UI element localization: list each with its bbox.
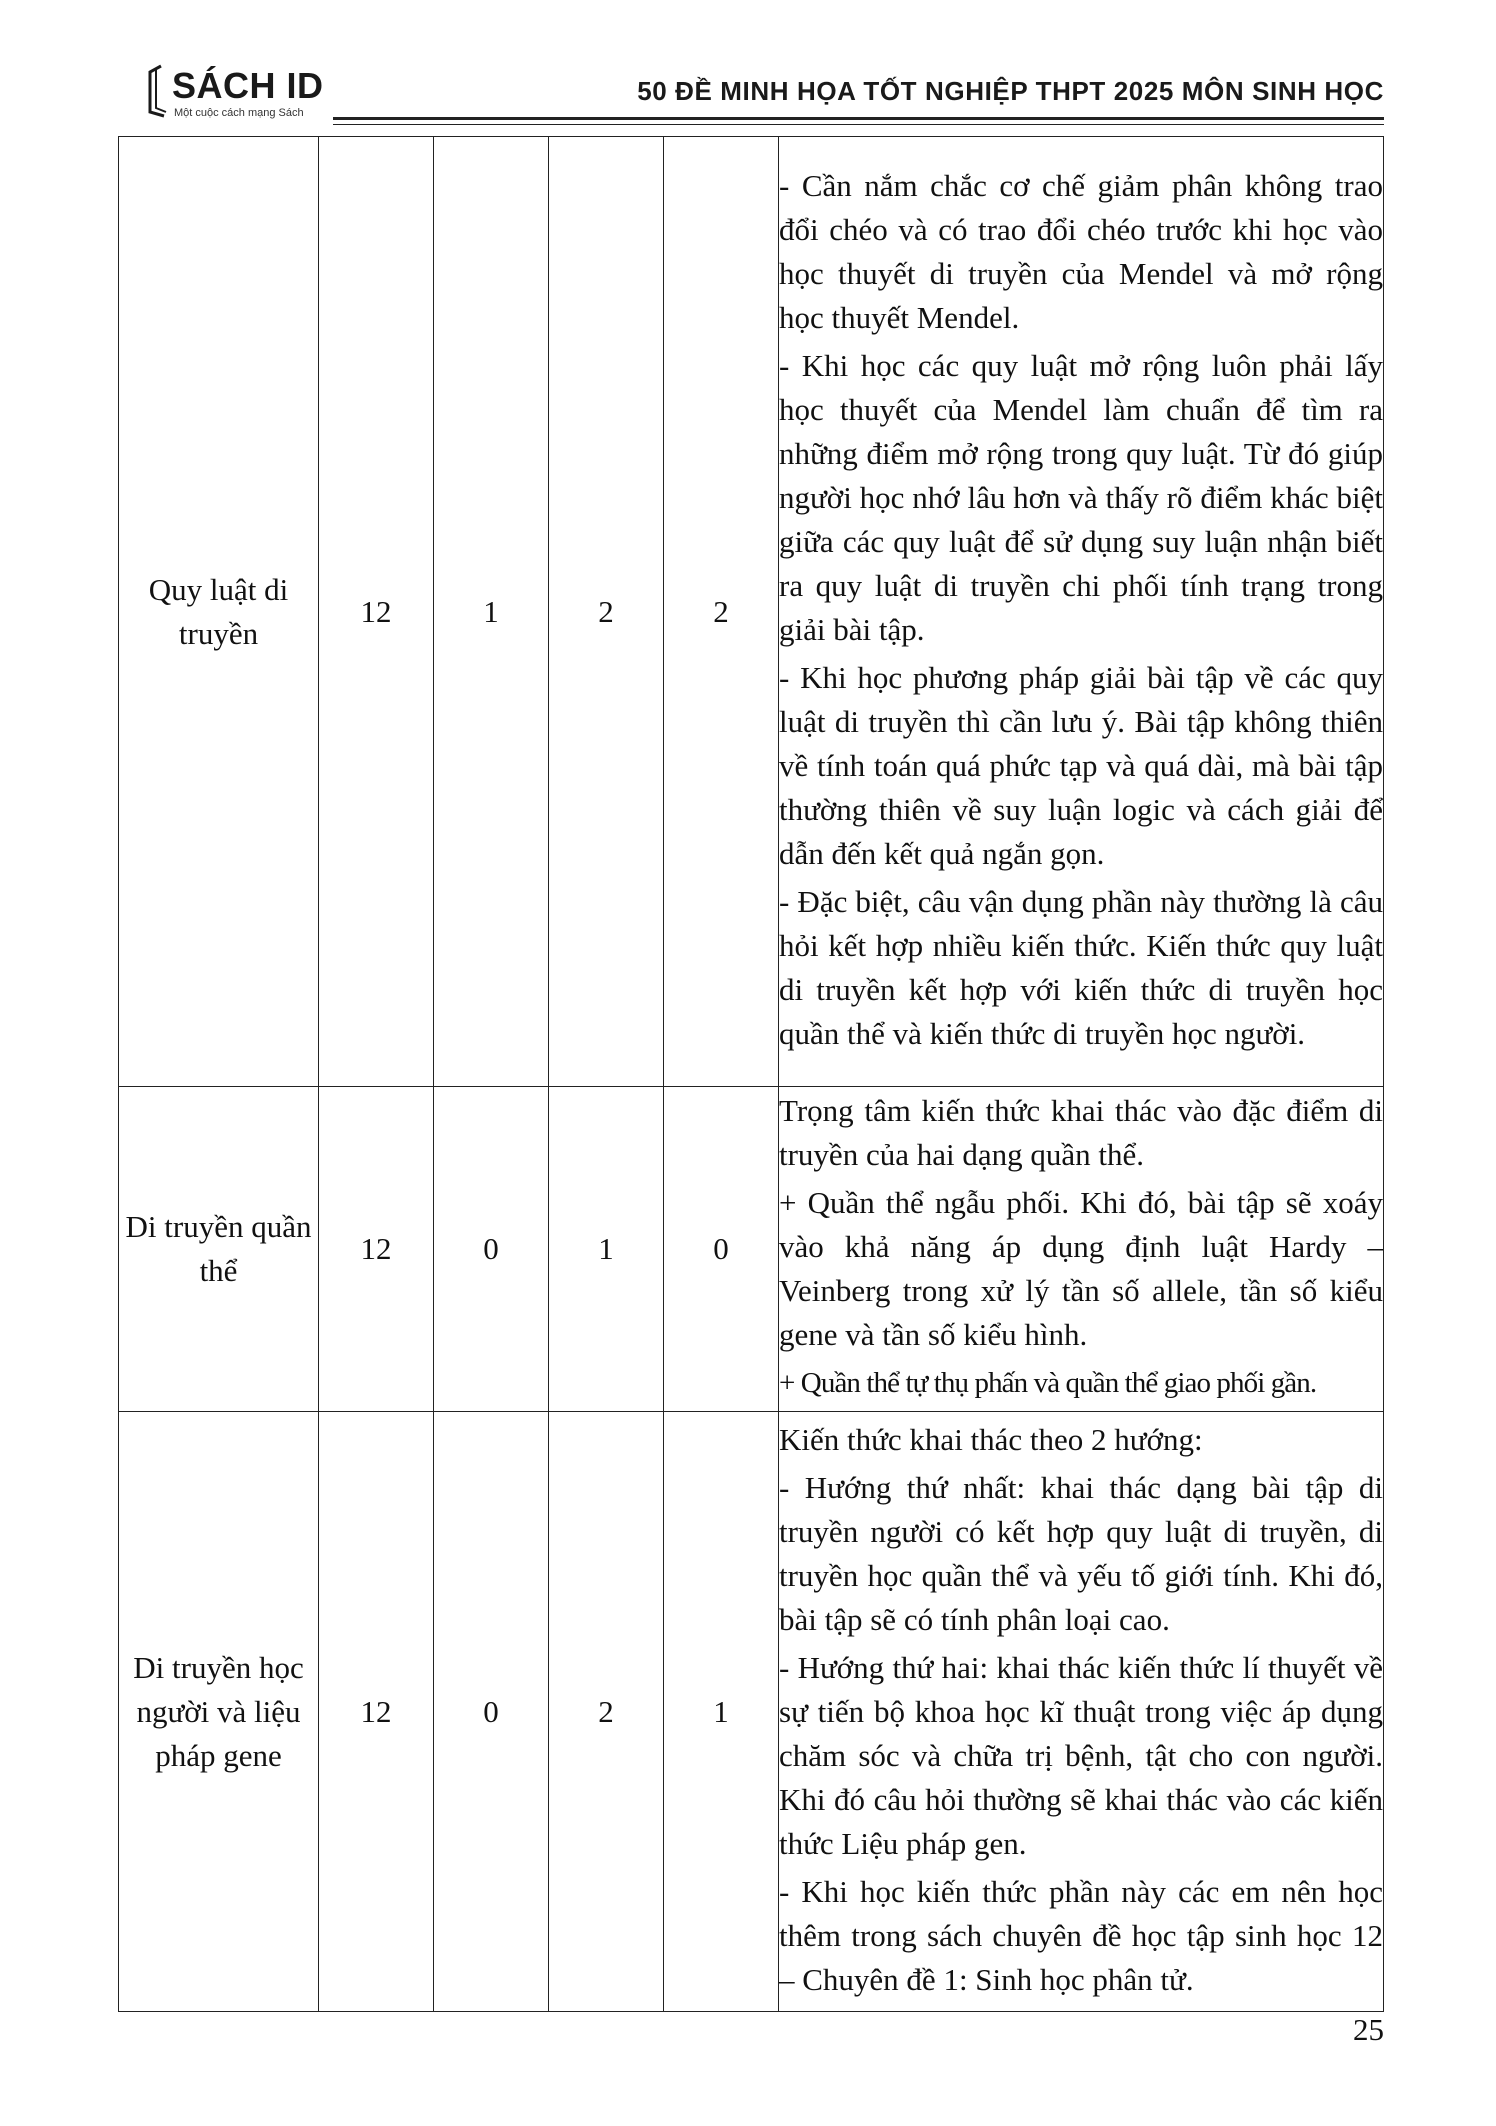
logo-slogan: Một cuộc cách mạng Sách <box>174 107 304 119</box>
note-paragraph: - Hướng thứ hai: khai thác kiến thức lí thuyết về sự tiến bộ khoa học kĩ thuật trong việc áp dụng chăm sóc và chữa trị bệnh, tật cho con người. Khi đó câu hỏi thường sẽ khai thác vào các kiến thức Liệu pháp gen. <box>779 1649 1383 1861</box>
note-paragraph: - Hướng thứ nhất: khai thác dạng bài tập di truyền người có kết hợp quy luật di truyền, di truyền học quần thể và yếu tố giới tính. Khi đó, bài tập sẽ có tính phân loại cao. <box>779 1469 1383 1637</box>
logo-brand: SÁCH ID <box>172 65 324 106</box>
logo <box>146 64 326 124</box>
note-paragraph: Kiến thức khai thác theo 2 hướng: <box>779 1421 1203 1457</box>
notes-cell <box>779 137 1384 1087</box>
page-title: 50 ĐỀ MINH HỌA TỐT NGHIỆP THPT 2025 MÔN SINH HỌC <box>637 76 1384 106</box>
grade-cell: 12 <box>319 1087 434 1412</box>
note-paragraph: - Đặc biệt, câu vận dụng phần này thường là câu hỏi kết hợp nhiều kiến thức. Kiến thức quy luật di truyền kết hợp với kiến thức di truyền học quần thể và kiến thức di truyền học người. <box>779 883 1383 1051</box>
note-paragraph: - Khi học các quy luật mở rộng luôn phải lấy học thuyết của Mendel làm chuẩn để tìm ra những điểm mở rộng trong quy luật. Từ đó giúp người học nhớ lâu hơn và thấy rõ điểm khác biệt giữa các quy luật để sử dụng suy luận nhận biết ra quy luật di truyền chi phối tính trạng trong giải bài tập. <box>779 347 1383 647</box>
count-cell: 1 <box>549 1087 664 1412</box>
grade-cell: 12 <box>319 137 434 1087</box>
table-row <box>119 1087 1384 1412</box>
note-paragraph: - Khi học phương pháp giải bài tập về các quy luật di truyền thì cần lưu ý. Bài tập không thiên về tính toán quá phức tạp và quá dài, mà bài tập thường thiên về suy luận logic và cách giải để dẫn đến kết quả ngắn gọn. <box>779 659 1383 871</box>
header-rule-thin <box>333 124 1384 125</box>
count-cell: 0 <box>434 1087 549 1412</box>
count-cell: 0 <box>664 1087 779 1412</box>
topic-cell: Di truyền quần thể <box>119 1087 319 1412</box>
note-paragraph: + Quần thể tự thụ phấn và quần thể giao phối gần. <box>779 1367 1317 1399</box>
count-cell: 2 <box>549 1412 664 2012</box>
table-row <box>119 1412 1384 2012</box>
notes-cell <box>779 1412 1384 2012</box>
page-number: 25 <box>1353 2012 1384 2047</box>
note-paragraph: - Khi học kiến thức phần này các em nên học thêm trong sách chuyên đề học tập sinh học 12 – Chuyên đề 1: Sinh học phân tử. <box>779 1873 1383 1997</box>
header-rule <box>333 117 1384 120</box>
topic-cell: Di truyền học người và liệu pháp gene <box>119 1412 319 2012</box>
book-logo-icon <box>146 64 168 118</box>
page-header <box>0 0 1496 130</box>
grade-cell: 12 <box>319 1412 434 2012</box>
topic-cell: Quy luật di truyền <box>119 137 319 1087</box>
count-cell: 0 <box>434 1412 549 2012</box>
count-cell: 1 <box>434 137 549 1087</box>
note-paragraph: Trọng tâm kiến thức khai thác vào đặc điểm di truyền của hai dạng quần thể. <box>779 1093 1383 1172</box>
count-cell: 2 <box>549 137 664 1087</box>
exam-structure-table <box>118 136 1384 2012</box>
count-cell: 1 <box>664 1412 779 2012</box>
count-cell: 2 <box>664 137 779 1087</box>
note-paragraph: + Quần thể ngẫu phối. Khi đó, bài tập sẽ xoáy vào khả năng áp dụng định luật Hardy – Veinberg trong xử lý tần số allele, tần số kiểu gene và tần số kiểu hình. <box>779 1185 1383 1352</box>
note-paragraph: - Cần nắm chắc cơ chế giảm phân không trao đổi chéo và có trao đổi chéo trước khi học vào học thuyết di truyền của Mendel và mở rộng học thuyết Mendel. <box>779 167 1383 335</box>
notes-cell <box>779 1087 1384 1412</box>
table-row <box>119 137 1384 1087</box>
